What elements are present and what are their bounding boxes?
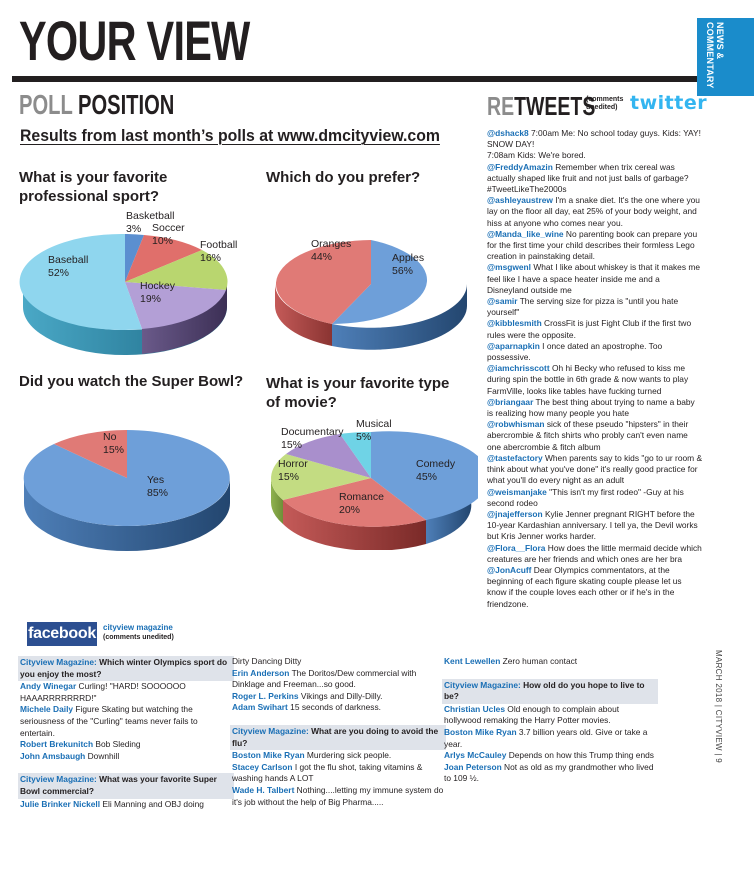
comment-author[interactable]: Stacey Carlson xyxy=(232,761,293,772)
comment-author[interactable]: Wade H. Talbert xyxy=(232,784,295,795)
comment-author[interactable]: Julie Brinker Nickell xyxy=(20,798,101,809)
comment-author[interactable]: Adam Swihart xyxy=(232,702,288,713)
facebook-comment: Dirty Dancing Ditty xyxy=(232,656,302,666)
facebook-comment: Adam Swihart 15 seconds of darkness. xyxy=(232,702,381,713)
comment-author[interactable]: Boston Mike Ryan xyxy=(232,750,305,761)
facebook-page-name[interactable]: cityview magazine xyxy=(103,623,173,632)
section-tab xyxy=(697,18,754,96)
tweet-list xyxy=(487,128,703,610)
poll-question-fruit: Which do you prefer? xyxy=(266,169,421,186)
comment-author[interactable]: Roger L. Perkins xyxy=(232,690,299,701)
tweet-item: @aparnapkin I once dated an apostrophe. Too possessive. xyxy=(487,340,663,363)
facebook-column-3 xyxy=(444,656,656,785)
tweet-handle[interactable]: @JonAcuff xyxy=(487,564,532,575)
poll-question-movie: What is your favorite type of movie? xyxy=(266,375,450,411)
tweet-handle[interactable]: @tastefactory xyxy=(487,452,543,463)
tweet-item: @Manda_like_wine No parenting book can prepare you for the first time your child describes their formless Lego creation in painstaking detail. xyxy=(487,228,698,262)
poll-heading-light: POLL xyxy=(19,89,73,120)
tweet-handle[interactable]: @Flora__Flora xyxy=(487,542,546,553)
tweet-handle[interactable]: @msgwenl xyxy=(487,262,532,273)
results-link[interactable]: Results from last month’s polls at www.dmcityview.com xyxy=(20,126,440,145)
tweet-item: @tastefactory When parents say to kids "go to ur room & think about what you've done" it's really good practice for what you'll do every night as an adult xyxy=(487,452,703,486)
facebook-question: Cityview Magazine: How old do you hope to live to be? xyxy=(442,679,658,704)
tweet-item: @iamchrisscott Oh hi Becky who refused to kiss me during spin the bottle in 6th grade & now wants to play FarmVille, looks like tables have fucking turned xyxy=(487,363,689,396)
tweet-handle[interactable]: @ashleyaustrew xyxy=(487,195,553,206)
facebook-comment: Stacey Carlson I got the flu shot, taking vitamins & washing hands A LOT xyxy=(232,761,423,784)
label-baseball: Baseball 52% xyxy=(48,254,89,279)
tweet-handle[interactable]: @briangaar xyxy=(487,396,534,407)
tweet-item: @ashleyaustrew I'm a snake diet. It's the one where you lay on the floor all day, eat 25% of your body weight, and hiss at anyone who comes near you. xyxy=(487,195,700,228)
facebook-comment: Roger L. Perkins Vikings and Dilly-Dilly. xyxy=(232,690,383,701)
tweet-item: @weismanjake "This isn't my first rodeo" -Guy at his second rodeo xyxy=(487,486,684,508)
facebook-comment: Erin Anderson The Doritos/Dew commercial with Dinklage and Freeman...so good. xyxy=(232,667,417,690)
tweet-handle[interactable]: @iamchrisscott xyxy=(487,363,550,374)
label-yes: Yes 85% xyxy=(147,474,169,499)
label-apples: Apples 56% xyxy=(392,252,425,277)
facebook-comment: Joan Peterson Not as old as my grandmother who lived to 109 ½. xyxy=(444,761,654,784)
comment-author[interactable]: Kent Lewellen xyxy=(444,656,501,666)
poll-question-superbowl: Did you watch the Super Bowl? xyxy=(19,373,244,390)
tweet-item: @jnajefferson Kylie Jenner pregnant RIGHT before the 10-year Kardashian anniversary. I tell ya, the Devil works but Kris Jenner works harder. xyxy=(487,508,698,542)
tweet-item: @JonAcuff Dear Olympics commentators, at the beginning of each figure skating couple please let us know if the couple loves each other or if he's in the friendzone. xyxy=(487,564,682,609)
facebook-question: Cityview Magazine: What was your favorite Super Bowl commercial? xyxy=(18,773,234,798)
facebook-comment: Arlys McCauley Depends on how this Trump thing ends xyxy=(444,750,654,761)
tweet-handle[interactable]: @robwhisman xyxy=(487,419,545,430)
section-tab-label: NEWS & COMMENTARY xyxy=(705,22,725,89)
label-documentary: Documentary 15% xyxy=(281,426,344,451)
tweet-item: @samir The serving size for pizza is "until you hate yourself" xyxy=(487,296,679,318)
tweet-handle[interactable]: @Manda_like_wine xyxy=(487,228,564,239)
tweet-item: @FreddyAmazin Remember when trix cereal was actually shaped like fruit and not just balls of garbage? #TweetLikeThe2000s xyxy=(487,161,689,195)
poll-position-heading xyxy=(19,89,174,121)
label-soccer: Soccer 10% xyxy=(152,222,185,247)
label-horror: Horror 15% xyxy=(278,458,308,483)
comment-author[interactable]: Christian Ucles xyxy=(444,703,505,714)
facebook-comment: Robert Brekunitch Bob Sleding xyxy=(20,739,141,750)
facebook-note: (comments unedited) xyxy=(103,634,174,641)
label-oranges: Oranges 44% xyxy=(311,238,352,263)
facebook-comment: Andy Winegar Curling! "HARD! SOOOOOO HAAARRRRRRRD!" xyxy=(20,681,186,703)
retweets-heading-light: RE xyxy=(487,91,515,121)
retweets-heading-dark: TWEETS xyxy=(514,91,596,121)
facebook-question: Cityview Magazine: What are you doing to avoid the flu? xyxy=(230,725,446,750)
tweet-handle[interactable]: @weismanjake xyxy=(487,486,547,497)
pie-chart-fruit xyxy=(272,222,472,352)
label-comedy: Comedy 45% xyxy=(416,458,456,483)
twitter-logo-icon: twitter xyxy=(630,92,708,114)
page-title: YOUR VIEW xyxy=(19,9,250,72)
header-divider xyxy=(12,76,698,82)
facebook-comment: Michele Daily Figure Skating but watching the seriousness of the "Curling" teams never fails to entertain. xyxy=(20,704,198,738)
facebook-comment: Wade H. Talbert Nothing....letting my immune system do it's job without the help of Big Pharma..... xyxy=(232,784,444,807)
comment-author[interactable]: Arlys McCauley xyxy=(444,750,507,761)
facebook-comment: Boston Mike Ryan Murdering sick people. xyxy=(232,750,392,761)
tweet-item: 7:08am Kids: We're bored. xyxy=(487,150,586,161)
tweet-handle[interactable]: @aparnapkin xyxy=(487,340,540,351)
label-musical: Musical 5% xyxy=(356,418,392,443)
poll-question-sport: What is your favorite professional sport? xyxy=(19,169,168,205)
comment-author[interactable]: Michele Daily xyxy=(20,704,74,715)
tweet-item: @robwhisman sick of these pseudo "hipsters" in their abercrombie & fitch shirts who probly can't even name one abercrombie & fitch album xyxy=(487,419,689,452)
poll-heading-dark: POSITION xyxy=(77,89,175,120)
facebook-question: Cityview Magazine: Which winter Olympics sport do you enjoy the most? xyxy=(18,656,234,681)
tweet-item: @Flora__Flora How does the little mermaid decide which creatures are her friends and which ones are her bra xyxy=(487,542,702,564)
tweet-handle[interactable]: @jnajefferson xyxy=(487,508,543,519)
retweets-note: (comments unedited) xyxy=(586,96,624,111)
tweet-handle[interactable]: @FreddyAmazin xyxy=(487,161,553,172)
label-basketball: Basketball 3% xyxy=(126,210,175,235)
tweet-item: @dshack8 7:00am Me: No school today guys. Kids: YAY! SNOW DAY! xyxy=(487,128,701,150)
comment-author[interactable]: Robert Brekunitch xyxy=(20,739,94,750)
comment-author[interactable]: John Amsbaugh xyxy=(20,750,86,761)
facebook-logo-icon: facebook xyxy=(27,622,97,646)
label-no: No 15% xyxy=(103,431,125,456)
tweet-item: @msgwenl What I like about whiskey is that it makes me feel like I have a space heater inside me and a Disneyland outside me xyxy=(487,262,700,295)
tweet-item: @kibblesmith CrossFit is just Fight Club if the first two rules were the opposite. xyxy=(487,318,692,340)
facebook-comment: Julie Brinker Nickell Eli Manning and OBJ doing xyxy=(20,798,204,809)
pie-chart-superbowl xyxy=(20,428,235,558)
tweet-handle[interactable]: @dshack8 xyxy=(487,128,529,138)
label-football: Football 16% xyxy=(200,239,238,264)
comment-author[interactable]: Erin Anderson xyxy=(232,667,290,678)
facebook-comment: Boston Mike Ryan 3.7 billion years old. Give or take a year. xyxy=(444,726,648,749)
label-romance: Romance 20% xyxy=(339,491,384,516)
comment-author[interactable]: Boston Mike Ryan xyxy=(444,726,517,737)
tweet-handle[interactable]: @samir xyxy=(487,296,518,307)
facebook-comment: John Amsbaugh Downhill xyxy=(20,750,120,761)
comment-author[interactable]: Joan Peterson xyxy=(444,761,502,772)
facebook-column-2 xyxy=(232,656,444,808)
facebook-comment: Kent Lewellen Zero human contact xyxy=(444,656,578,666)
comment-author[interactable]: Andy Winegar xyxy=(20,681,77,692)
label-hockey: Hockey 19% xyxy=(140,280,176,305)
facebook-comment: Christian Ucles Old enough to complain about hollywood remaking the Harry Potter movies. xyxy=(444,703,620,726)
facebook-column-1 xyxy=(20,656,232,810)
tweet-item: @briangaar The best thing about trying to name a baby is realizing how many people you hate xyxy=(487,396,695,419)
tweet-handle[interactable]: @kibblesmith xyxy=(487,318,542,329)
page-footer: MARCH 2018 | CITYVIEW | 9 xyxy=(714,650,723,764)
